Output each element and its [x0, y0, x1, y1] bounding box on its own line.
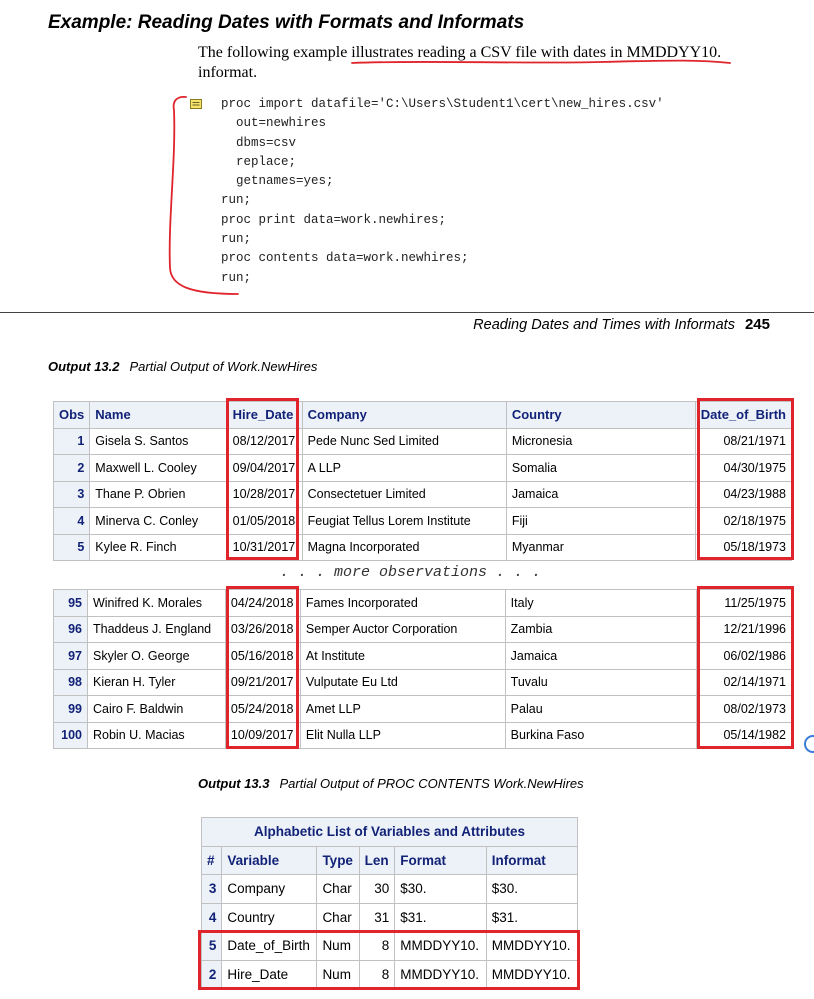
table-cell: Char: [317, 903, 359, 932]
table-cell: Consectetuer Limited: [302, 481, 506, 508]
output1-label: Output 13.2: [48, 359, 120, 374]
column-header: Date_of_Birth: [695, 402, 791, 429]
table-cell: Kieran H. Tyler: [87, 669, 225, 696]
table-cell: Elit Nulla LLP: [300, 722, 505, 749]
table-cell: Kylee R. Finch: [90, 534, 227, 561]
table-cell: Myanmar: [506, 534, 695, 561]
table-cell: Cairo F. Baldwin: [87, 696, 225, 723]
table-cell: 31: [359, 903, 395, 932]
intro-line-1: The following example illustrates reading a CSV file with dates in MMDDYY10.: [198, 44, 722, 61]
table-cell: $31.: [486, 903, 577, 932]
table-cell: 96: [54, 616, 88, 643]
table-cell: 99: [54, 696, 88, 723]
table-cell: 2: [54, 455, 90, 482]
table-cell: 8: [359, 932, 395, 961]
table-cell: 5: [202, 932, 222, 961]
table-cell: 97: [54, 643, 88, 670]
table-cell: 100: [54, 722, 88, 749]
table-cell: $30.: [395, 875, 486, 904]
table-cell: 10/31/2017: [227, 534, 302, 561]
table-cell: 1: [54, 428, 90, 455]
table-cell: 08/12/2017: [227, 428, 302, 455]
code-line: proc print data=work.newhires;: [221, 212, 447, 227]
table-cell: Char: [317, 875, 359, 904]
table-cell: $31.: [395, 903, 486, 932]
table-cell: Robin U. Macias: [87, 722, 225, 749]
table-cell: 05/16/2018: [225, 643, 300, 670]
column-header: Type: [317, 846, 359, 875]
code-line: getnames=yes;: [221, 174, 334, 189]
column-header: Country: [506, 402, 695, 429]
section-title: Example: Reading Dates with Formats and Informats: [48, 12, 525, 33]
table-cell: 12/21/1996: [697, 616, 792, 643]
table-cell: 08/21/1971: [695, 428, 791, 455]
table-cell: 4: [54, 508, 90, 535]
table-cell: Thane P. Obrien: [90, 481, 227, 508]
table-cell: Hire_Date: [222, 960, 317, 989]
table-cell: Micronesia: [506, 428, 695, 455]
column-header: Variable: [222, 846, 317, 875]
table-cell: Vulputate Eu Ltd: [300, 669, 505, 696]
table-cell: 5: [54, 534, 90, 561]
output2-label: Output 13.3: [198, 776, 270, 791]
column-header: Informat: [486, 846, 577, 875]
table-cell: Zambia: [505, 616, 696, 643]
column-header: Hire_Date: [227, 402, 302, 429]
column-header: Name: [90, 402, 227, 429]
table-cell: Semper Auctor Corporation: [300, 616, 505, 643]
table-cell: 09/04/2017: [227, 455, 302, 482]
table-cell: Company: [222, 875, 317, 904]
table-cell: Feugiat Tellus Lorem Institute: [302, 508, 506, 535]
column-header: Company: [302, 402, 506, 429]
table-cell: Jamaica: [505, 643, 696, 670]
code-line: proc import datafile='C:\Users\Student1\cert\new_hires.csv': [221, 97, 664, 111]
table-cell: 3: [54, 481, 90, 508]
table-cell: Date_of_Birth: [222, 932, 317, 961]
code-line: run;: [221, 193, 252, 208]
output1-caption-text: Partial Output of Work.NewHires: [129, 359, 318, 374]
table-cell: Burkina Faso: [505, 722, 696, 749]
table-cell: Gisela S. Santos: [90, 428, 227, 455]
page-number: 245: [744, 316, 770, 333]
table-cell: 06/02/1986: [697, 643, 792, 670]
table-cell: 11/25/1975: [697, 590, 792, 617]
table-cell: Skyler O. George: [87, 643, 225, 670]
column-header: Format: [395, 846, 486, 875]
table-cell: 95: [54, 590, 88, 617]
table-cell: 03/26/2018: [225, 616, 300, 643]
code-line: run;: [221, 232, 252, 247]
table-cell: 09/21/2017: [225, 669, 300, 696]
table-cell: MMDDYY10.: [395, 960, 486, 989]
table-cell: Maxwell L. Cooley: [90, 455, 227, 482]
table-cell: Somalia: [506, 455, 695, 482]
table-cell: 2: [202, 960, 222, 989]
table-cell: 30: [359, 875, 395, 904]
table-cell: 04/23/1988: [695, 481, 791, 508]
table-cell: 01/05/2018: [227, 508, 302, 535]
column-header: Len: [359, 846, 395, 875]
table-cell: Tuvalu: [505, 669, 696, 696]
column-header: #: [202, 846, 222, 875]
code-line: dbms=csv: [221, 135, 297, 150]
table-cell: Palau: [505, 696, 696, 723]
table-cell: A LLP: [302, 455, 506, 482]
output2-caption-text: Partial Output of PROC CONTENTS Work.NewHires: [279, 776, 584, 791]
table-cell: Country: [222, 903, 317, 932]
table-cell: 10/28/2017: [227, 481, 302, 508]
ink-bracket: [170, 97, 238, 294]
table-cell: 05/14/1982: [697, 722, 792, 749]
running-head-title: Reading Dates and Times with Informats: [473, 317, 735, 333]
table-cell: 08/02/1973: [697, 696, 792, 723]
table-cell: 04/24/2018: [225, 590, 300, 617]
table-cell: 05/18/1973: [695, 534, 791, 561]
more-observations-text: . . . more observations . . .: [280, 564, 542, 581]
table-cell: Fames Incorporated: [300, 590, 505, 617]
table-cell: Magna Incorporated: [302, 534, 506, 561]
intro-line-2: informat.: [198, 64, 258, 81]
table-cell: MMDDYY10.: [486, 960, 577, 989]
table-cell: Num: [317, 932, 359, 961]
code-line: out=newhires: [221, 116, 327, 131]
table-cell: Minerva C. Conley: [90, 508, 227, 535]
table-cell: $30.: [486, 875, 577, 904]
table-cell: Pede Nunc Sed Limited: [302, 428, 506, 455]
table-cell: 02/18/1975: [695, 508, 791, 535]
code-line: replace;: [221, 154, 297, 169]
table-cell: 4: [202, 903, 222, 932]
code-line: run;: [221, 270, 252, 285]
table-cell: 04/30/1975: [695, 455, 791, 482]
code-line: proc contents data=work.newhires;: [221, 251, 469, 266]
table-cell: Jamaica: [506, 481, 695, 508]
table-cell: Num: [317, 960, 359, 989]
table-cell: 10/09/2017: [225, 722, 300, 749]
table-cell: MMDDYY10.: [395, 932, 486, 961]
table-cell: MMDDYY10.: [486, 932, 577, 961]
table-cell: 3: [202, 875, 222, 904]
column-header: Obs: [54, 402, 90, 429]
table-cell: Italy: [505, 590, 696, 617]
table-cell: Amet LLP: [300, 696, 505, 723]
table-cell: 98: [54, 669, 88, 696]
ink-underline: [352, 61, 730, 63]
table-cell: Winifred K. Morales: [87, 590, 225, 617]
contents-table-title: Alphabetic List of Variables and Attributes: [202, 818, 578, 847]
table-cell: 05/24/2018: [225, 696, 300, 723]
table-cell: At Institute: [300, 643, 505, 670]
table-cell: 8: [359, 960, 395, 989]
table-cell: Thaddeus J. England: [87, 616, 225, 643]
table-cell: Fiji: [506, 508, 695, 535]
table-cell: 02/14/1971: [697, 669, 792, 696]
